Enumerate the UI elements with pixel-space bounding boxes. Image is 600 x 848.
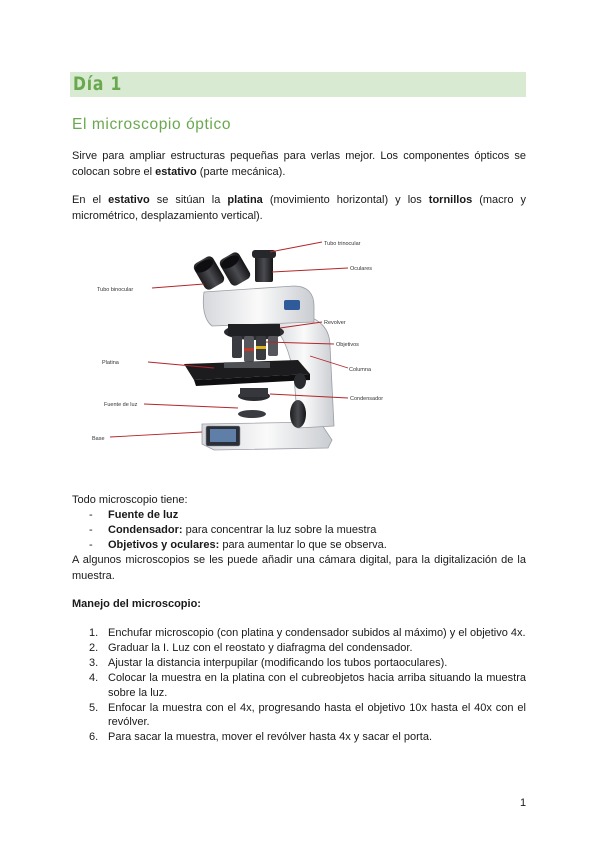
step-text: Ajustar la distancia interpupilar (modificando los tubos portaoculares). — [108, 657, 448, 669]
intro-p2-text-g: (macro y micrométrico, desplazamiento vertical). — [72, 194, 526, 222]
list-item — [72, 656, 526, 671]
intro-p2-bold-estativo: estativo — [108, 194, 150, 206]
label-revolver: Revolver — [324, 320, 346, 326]
list-item — [72, 641, 526, 656]
feature-bold: Condensador: — [108, 524, 183, 536]
intro-p1-tail: (parte mecánica). — [196, 165, 286, 178]
step-text: Colocar la muestra en la platina con el cubreobjetos hacia arriba situando la muestra sobre la luz. — [108, 672, 526, 699]
features-list — [72, 508, 526, 553]
section-title: El microscopio óptico — [72, 116, 232, 133]
label-objetivos: Objetivos — [336, 342, 359, 348]
page-number: 1 — [520, 797, 527, 809]
list-item — [72, 671, 526, 700]
list-item — [72, 626, 526, 641]
list-item — [72, 730, 526, 745]
day-title: Día 1 — [73, 73, 123, 95]
step-text: Enchufar microscopio (con platina y condensador subidos al máximo) y el objetivo 4x. — [108, 627, 526, 639]
intro-p1-text: Sirve para ampliar estructuras pequeñas para verlas mejor. Los componentes ópticos se colocan sobre el — [72, 150, 526, 178]
label-tubo-trinocular: Tubo trinocular — [324, 241, 361, 247]
stage-knob — [294, 373, 306, 389]
day-banner — [70, 72, 526, 97]
intro-p2-bold-tornillos: tornillos — [428, 194, 473, 206]
revolver-body — [228, 324, 280, 336]
stage-slide — [224, 362, 270, 368]
condenser-body — [240, 388, 268, 397]
label-columna: Columna — [349, 367, 372, 373]
list-item: - Condensador: para concentrar la luz sobre la muestra — [89, 524, 377, 536]
list-item — [72, 701, 526, 730]
step-number: 1. — [89, 627, 99, 639]
microscope-logo — [284, 300, 300, 310]
feature-bold: Fuente de luz — [108, 509, 179, 521]
list-item: - Objetivos y oculares: para aumentar lo que se observa. — [89, 539, 387, 551]
label-tubo-binocular: Tubo binocular — [97, 287, 134, 293]
focus-knob — [290, 400, 306, 428]
microscope-screen — [210, 429, 236, 442]
step-text: Graduar la I. Luz con el reostato y diafragma del condensador. — [108, 642, 413, 654]
trinocular-tube — [255, 254, 273, 282]
label-condensador: Condensador — [350, 396, 384, 402]
label-oculares: Oculares — [350, 266, 373, 272]
list-item: - Fuente de luz — [89, 509, 179, 521]
feature-text: para aumentar lo que se observa. — [219, 539, 387, 551]
step-number: 4. — [89, 672, 99, 684]
intro-p2-text-e: (movimiento horizontal) y los — [262, 194, 429, 206]
features-after: A algunos microscopios se les puede añadir una cámara digital, para la digitalización de la muestra. — [72, 554, 526, 582]
feature-bold: Objetivos y oculares: — [108, 539, 220, 551]
manejo-steps — [72, 626, 526, 745]
label-base: Base — [92, 436, 105, 442]
manejo-title: Manejo del microscopio: — [72, 598, 201, 610]
label-platina: Platina — [102, 360, 119, 366]
intro-paragraph-2 — [72, 193, 526, 224]
intro-p2-text-c: se sitúan la — [149, 194, 228, 206]
step-number: 6. — [89, 731, 99, 743]
light-source — [238, 410, 266, 418]
microscope-figure — [84, 236, 414, 458]
label-fuente-de-luz: Fuente de luz — [104, 402, 138, 408]
feature-text: para concentrar la luz sobre la muestra — [182, 524, 377, 536]
oculars — [192, 251, 252, 292]
intro-p2-text-a: En el — [72, 194, 109, 206]
step-number: 5. — [89, 701, 99, 714]
step-number: 3. — [89, 657, 99, 669]
step-text: Para sacar la muestra, mover el revólver hasta 4x y sacar el porta. — [108, 731, 433, 743]
intro-p1-bold: estativo — [155, 165, 197, 178]
step-text: Enfocar la muestra con el 4x, progresando hasta el objetivo 10x hasta el 40x con el revólver. — [108, 701, 526, 728]
intro-p2-bold-platina: platina — [227, 194, 263, 206]
features-intro: Todo microscopio tiene: — [72, 494, 188, 506]
step-number: 2. — [89, 642, 99, 654]
intro-paragraph-1 — [72, 149, 526, 180]
